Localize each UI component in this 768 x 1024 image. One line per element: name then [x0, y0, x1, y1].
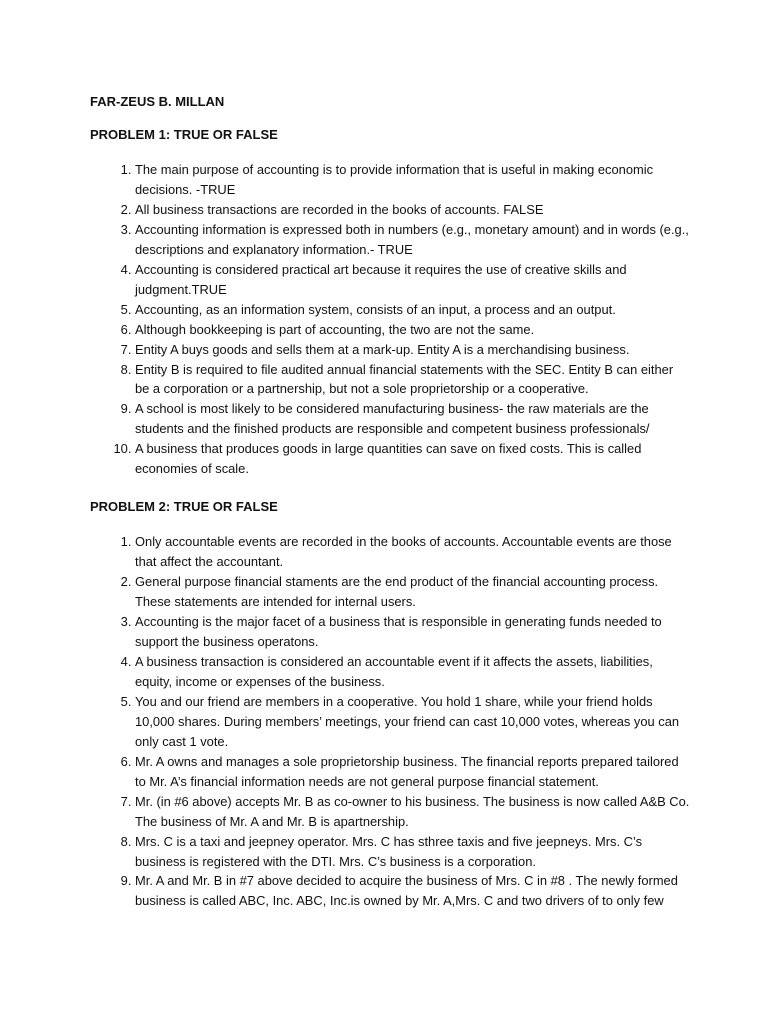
problem-1-item-5: 5. Accounting, as an information system, consists of an input, a process and an output.	[135, 300, 690, 320]
author-name: FAR-ZEUS B. MILLAN	[90, 94, 225, 109]
problem-1-list	[90, 160, 690, 479]
problem-1-heading: PROBLEM 1: TRUE OR FALSE	[90, 127, 278, 142]
problem-2-item-3: 3. Accounting is the major facet of a business that is responsible in generating funds needed to support the business operatons.	[135, 612, 690, 652]
problem-1-item-1: 1. The main purpose of accounting is to provide information that is useful in making economic decisions. -TRUE	[135, 160, 690, 200]
problem-1-item-6: 6. Although bookkeeping is part of accounting, the two are not the same.	[135, 320, 690, 340]
problem-2-item-7: 7. Mr. (in #6 above) accepts Mr. B as co-owner to his business. The business is now called A&B Co. The business of Mr. A and Mr. B is apartnership.	[135, 792, 690, 832]
problem-1-item-10: 10. A business that produces goods in large quantities can save on fixed costs. This is called economies of scale.	[135, 439, 690, 479]
problem-2-item-2: 2. General purpose financial staments are the end product of the financial accounting process. These statements are intended for internal users.	[135, 572, 690, 612]
problem-1-item-8: 8. Entity B is required to file audited annual financial statements with the SEC. Entity B can either be a corporation or a partnership, but not a sole proprietorship or a cooperative.	[135, 360, 690, 400]
problem-1-item-2: 2. All business transactions are recorded in the books of accounts. FALSE	[135, 200, 690, 220]
problem-1-item-3: 3. Accounting information is expressed both in numbers (e.g., monetary amount) and in words (e.g., descriptions and explanatory information.- TRUE	[135, 220, 690, 260]
problem-2-heading: PROBLEM 2: TRUE OR FALSE	[90, 499, 278, 515]
document-body	[90, 94, 690, 931]
problem-1-item-7: 7. Entity A buys goods and sells them at a mark-up. Entity A is a merchandising business.	[135, 340, 690, 360]
problem-2-item-6: 6. Mr. A owns and manages a sole proprietorship business. The financial reports prepared tailored to Mr. A’s financial information needs are not general purpose financial statement.	[135, 752, 690, 792]
problem-2-item-4: 4. A business transaction is considered an accountable event if it affects the assets, liabilities, equity, income or expenses of the business.	[135, 652, 690, 692]
problem-2-list	[90, 532, 690, 911]
problem-2-item-5: 5. You and our friend are members in a cooperative. You hold 1 share, while your friend holds 10,000 shares. During members’ meetings, your friend can cast 10,000 votes, whereas you can only cast 1 vote.	[135, 692, 690, 752]
problem-2-item-8: 8. Mrs. C is a taxi and jeepney operator. Mrs. C has sthree taxis and five jeepneys. Mrs. C’s business is registered with the DTI. Mrs. C’s business is a corporation.	[135, 832, 690, 872]
problem-1-item-4: 4. Accounting is considered practical art because it requires the use of creative skills and judgment.TRUE	[135, 260, 690, 300]
problem-2-item-1: 1. Only accountable events are recorded in the books of accounts. Accountable events are those that affect the accountant.	[135, 532, 690, 572]
problem-1-item-9: 9. A school is most likely to be considered manufacturing business- the raw materials are the students and the finished products are responsible and competent business professionals/	[135, 399, 690, 439]
problem-2-item-9: 9. Mr. A and Mr. B in #7 above decided to acquire the business of Mrs. C in #8 . The newly formed business is called ABC, Inc. ABC, Inc.is owned by Mr. A,Mrs. C and two drivers of to only few	[135, 871, 690, 911]
